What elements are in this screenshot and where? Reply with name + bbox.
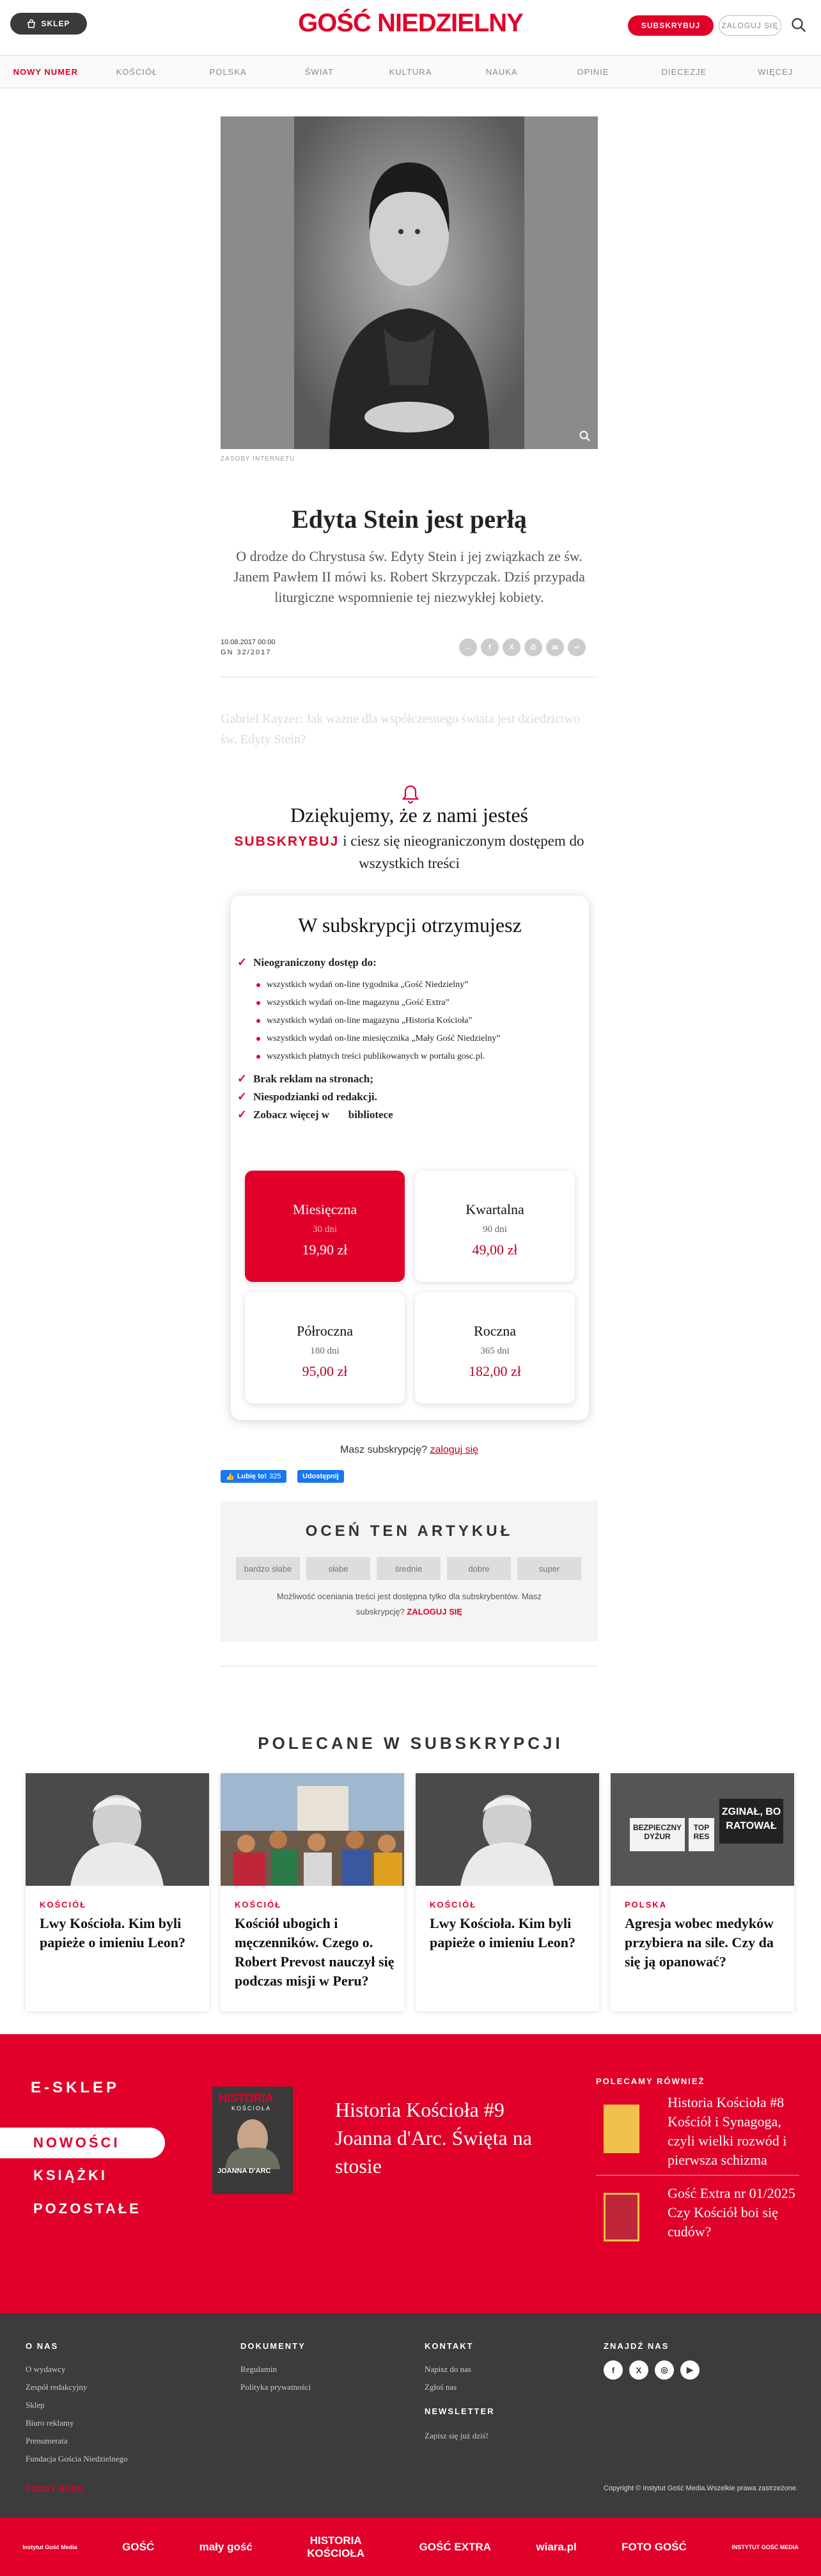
benefit-item [237, 956, 377, 969]
footer-link[interactable]: Biuro reklamy [26, 2418, 74, 2428]
protest-sign: ZGINAŁ, BO RATOWAŁ [719, 1799, 783, 1844]
print-icon[interactable]: ⎙ [524, 638, 542, 656]
nav-item[interactable]: WIĘCEJ [758, 67, 794, 77]
brands-bar [0, 2518, 821, 2576]
plan-name: Roczna [474, 1323, 516, 1339]
recommended-card[interactable] [26, 1773, 209, 2011]
footer-link[interactable]: Zespół redakcyjny [26, 2382, 88, 2392]
eshop-title: E-SKLEP [31, 2079, 120, 2096]
card-category: KOŚCIÓŁ [430, 1900, 477, 1909]
footer-link[interactable]: O wydawcy [26, 2364, 66, 2374]
have-sub-text: Masz subskrypcję? [340, 1444, 427, 1455]
check-icon: ✓ [237, 1108, 247, 1121]
zoom-icon[interactable] [579, 430, 591, 443]
instagram-icon[interactable]: ◎ [655, 2360, 674, 2380]
footer-col-title: DOKUMENTY [240, 2341, 306, 2351]
portrait-image [221, 116, 598, 449]
recommended-title: POLECANE W SUBSKRYPCJI [258, 1734, 563, 1753]
footer-link[interactable]: Sklep [26, 2400, 45, 2410]
eshop-tab-other[interactable]: POZOSTAŁE [33, 2201, 141, 2216]
main-nav [0, 55, 821, 88]
brand-logo[interactable]: INSTYTUT GOŚĆ MEDIA [731, 2543, 799, 2550]
brand-logo[interactable]: HISTORIA KOŚCIOŁA [307, 2534, 365, 2559]
card-category: POLSKA [625, 1900, 668, 1909]
like-label: Lubię to! [237, 1473, 267, 1480]
x-icon[interactable]: X [629, 2360, 648, 2380]
nav-item[interactable]: DIECEZJE [661, 67, 707, 77]
recommended-card[interactable] [611, 1773, 794, 2011]
plan-price: 182,00 zł [469, 1363, 521, 1379]
brand-logo[interactable]: wiara.pl [536, 2540, 577, 2553]
rodo-link[interactable]: ZGODY RODO [26, 2485, 84, 2493]
comment-icon[interactable]: … [459, 638, 477, 656]
link-icon[interactable]: ∞ [568, 638, 586, 656]
benefit-bullet: wszystkich wydań on-line miesięcznika „Mały Gość Niedzielny” [256, 1034, 500, 1044]
article-teaser: Gabriel Kayzer: Jak ważne dla współczesnego świata jest dziedzictwo św. Edyty Stein? [221, 712, 580, 747]
newsletter-title: NEWSLETTER [425, 2406, 495, 2416]
plan-yearly[interactable] [415, 1292, 575, 1403]
search-icon[interactable] [790, 17, 807, 33]
check-icon: ✓ [237, 1090, 247, 1103]
site-footer [0, 2313, 821, 2518]
card-title: Lwy Kościoła. Kim byli papieże o imieniu Leon? [40, 1915, 185, 1950]
nav-item[interactable]: NOWY NUMER [13, 67, 79, 77]
fb-share-button[interactable]: Udostępnij [297, 1470, 344, 1483]
magazine-cover[interactable] [212, 2087, 293, 2194]
plan-price: 19,90 zł [302, 1242, 348, 1258]
rate-option[interactable]: bardzo słabe [236, 1557, 300, 1580]
rate-option[interactable]: dobre [447, 1557, 511, 1580]
plan-name: Półroczna [297, 1323, 353, 1339]
bell-icon [402, 784, 419, 803]
plan-halfyear[interactable] [245, 1292, 405, 1403]
cover-brand-sub: KOŚCIOŁA [231, 2105, 272, 2112]
thumb-icon: 👍 [226, 1473, 235, 1481]
brand-logo[interactable]: GOŚĆ EXTRA [419, 2540, 491, 2553]
card-category: KOŚCIÓŁ [235, 1900, 282, 1909]
article-lead: O drodze do Chrystusa św. Edyty Stein i jej związkach ze św. Janem Pawłem II mówi ks. Robert Skrzypczak. Dziś przypada liturgiczne wspomnienie tej niezwykłej kobiety. [233, 548, 585, 605]
photo-credit: ZASOBY INTERNETU [221, 455, 295, 462]
login-button[interactable]: ZALOGUJ SIĘ [719, 15, 781, 36]
card-category: KOŚCIÓŁ [40, 1900, 87, 1909]
benefit-item [237, 1108, 393, 1121]
brand-logo[interactable]: FOTO GOŚĆ [622, 2540, 687, 2553]
plan-monthly[interactable] [245, 1171, 405, 1282]
recommended-card[interactable] [416, 1773, 599, 2011]
footer-col-title: O NAS [26, 2341, 59, 2351]
brand-logo[interactable]: GOŚĆ [122, 2540, 155, 2553]
fb-like-button[interactable] [221, 1470, 286, 1483]
like-count: 325 [269, 1473, 281, 1480]
cover-portrait [212, 2112, 293, 2169]
benefit-bullet: wszystkich wydań on-line magazynu „Historia Kościoła” [256, 1016, 473, 1026]
card-title: W subskrypcji otrzymujesz [298, 913, 522, 936]
also-item[interactable]: Historia Kościoła #8 Kościół i Synagoga, czyli wielki rozwód i pierwsza schizma [668, 2094, 787, 2168]
brand-logo[interactable]: mały gość [199, 2540, 253, 2553]
x-icon[interactable]: X [503, 638, 520, 656]
card-title: Agresja wobec medyków przybiera na sile. Czy da się ją opanować? [625, 1915, 774, 1970]
also-item[interactable]: Gość Extra nr 01/2025 Czy Kościół boi się cudów? [668, 2185, 795, 2240]
plan-quarterly[interactable] [415, 1171, 575, 1282]
rate-option[interactable]: średnie [377, 1557, 441, 1580]
bag-icon [27, 19, 36, 28]
card-image [26, 1773, 209, 1886]
cover-brand: HISTORIA [219, 2092, 274, 2105]
nav-item[interactable]: POLSKA [209, 67, 247, 77]
copyright: Copyright © Instytut Gość Media.Wszelkie prawa zastrzeżone. [604, 2485, 798, 2492]
benefit-label[interactable]: Zobacz więcej w bibliotece [253, 1108, 393, 1121]
footer-link[interactable]: Polityka prywatności [240, 2382, 311, 2392]
benefit-bullet: wszystkich wydań on-line tygodnika „Gość Niedzielny” [256, 980, 468, 990]
footer-col-title: ZNAJDŹ NAS [604, 2341, 669, 2351]
youtube-icon[interactable]: ▶ [680, 2360, 700, 2380]
footer-link[interactable]: Regulamin [240, 2364, 278, 2374]
plan-period: 180 dni [310, 1346, 340, 1356]
card-title: Kościół ubogich i męczenników. Czego o. Robert Prevost nauczył się podczas misji w Peru? [235, 1915, 395, 1989]
site-header [0, 0, 821, 55]
featured-product[interactable]: Historia Kościoła #9 Joanna d'Arc. Święta na stosie [335, 2098, 532, 2177]
check-icon: ✓ [237, 1072, 247, 1085]
check-icon: ✓ [237, 956, 247, 968]
mail-icon[interactable]: ✉ [546, 638, 564, 656]
card-image [416, 1773, 599, 1886]
paywall-sub-text: i ciesz się nieograniczonym dostępem do wszystkich treści [339, 833, 584, 871]
shop-label: SKLEP [41, 19, 70, 28]
also-title: POLECAMY RÓWNIEŻ [596, 2076, 705, 2086]
benefit-bullet: wszystkich płatnych treści publikowanych w portalu gosc.pl. [256, 1052, 485, 1062]
plan-period: 30 dni [313, 1224, 337, 1235]
plan-price: 95,00 zł [302, 1363, 348, 1379]
article-title: Edyta Stein jest perłą [292, 505, 527, 533]
benefit-label: Niespodzianki od redakcji. [253, 1090, 377, 1103]
benefit-item [237, 1072, 373, 1086]
facebook-icon[interactable]: f [604, 2360, 623, 2380]
protest-sign: BEZPIECZNY DYŻUR [630, 1818, 685, 1851]
paywall-title: Dziękujemy, że z nami jesteś [290, 803, 528, 826]
card-title: Lwy Kościoła. Kim byli papieże o imieniu Leon? [430, 1915, 575, 1950]
subscription-card [231, 896, 589, 1420]
rating-note [259, 1589, 559, 1620]
nav-item[interactable]: KULTURA [389, 67, 432, 77]
have-subscription [221, 1444, 598, 1456]
rating-box [221, 1501, 598, 1641]
nav-item[interactable]: KOŚCIÓŁ [116, 67, 158, 77]
login-link[interactable]: zaloguj się [430, 1444, 479, 1455]
footer-link[interactable]: Napisz do nas [425, 2364, 471, 2374]
footer-col-title: KONTAKT [425, 2341, 474, 2351]
rating-title: OCEŃ TEN ARTYKUŁ [305, 1522, 513, 1540]
nav-item[interactable]: ŚWIAT [304, 67, 334, 77]
article-date: 10.08.2017 00:00 [221, 638, 276, 646]
footer-link[interactable]: Zgłoś nas [425, 2382, 457, 2392]
plan-period: 365 dni [480, 1346, 510, 1356]
protest-sign: TOP RES [689, 1818, 714, 1851]
divider [596, 2175, 799, 2176]
site-logo[interactable]: GOŚĆ NIEDZIELNY [298, 9, 523, 37]
eshop-tab-new[interactable]: NOWOŚCI [0, 2128, 165, 2158]
article-photo[interactable] [221, 116, 598, 449]
rate-option[interactable]: słabe [306, 1557, 370, 1580]
eshop-tab-books[interactable]: KSIĄŻKI [33, 2167, 107, 2183]
brand-logo[interactable]: Instytut Gość Media [22, 2543, 77, 2550]
card-image [221, 1773, 404, 1886]
shop-button[interactable] [10, 13, 87, 35]
card-image [611, 1773, 794, 1886]
plan-price: 49,00 zł [472, 1242, 518, 1258]
plan-name: Miesięczna [292, 1201, 357, 1217]
article-meta [221, 637, 276, 658]
nav-item[interactable]: NAUKA [485, 67, 518, 77]
footer-link[interactable]: Prenumerata [26, 2436, 68, 2446]
article-issue: GN 32/2017 [221, 649, 272, 656]
share-bar [459, 638, 586, 656]
product-thumb[interactable] [604, 2105, 639, 2153]
rating-login-link[interactable]: ZALOGUJ SIĘ [407, 1607, 463, 1616]
cover-headline: JOANNA D'ARC [217, 2167, 271, 2175]
benefit-label: Nieograniczony dostęp do: [253, 956, 377, 968]
plan-name: Kwartalna [465, 1201, 524, 1217]
subscribe-emphasis[interactable]: SUBSKRYBUJ [234, 834, 340, 849]
eshop-section [0, 2034, 821, 2313]
rating-options [236, 1557, 581, 1580]
recommended-card[interactable] [221, 1773, 404, 2011]
facebook-icon[interactable]: f [481, 638, 499, 656]
plan-period: 90 dni [483, 1224, 507, 1235]
nav-item[interactable]: OPINIE [577, 67, 609, 77]
rating-note-text: Możliwość oceniania treści jest dostępna tylko dla subskrybentów. Masz subskrypcję? [276, 1592, 542, 1616]
newsletter-link[interactable]: Zapisz się już dziś! [425, 2431, 489, 2440]
subscribe-button[interactable]: SUBSKRYBUJ [628, 15, 714, 36]
benefit-bullet: wszystkich wydań on-line magazynu „Gość Extra” [256, 998, 450, 1008]
paywall-subtitle [221, 830, 598, 874]
rate-option[interactable]: super [517, 1557, 581, 1580]
benefit-label: Brak reklam na stronach; [253, 1072, 373, 1085]
benefit-item [237, 1090, 377, 1103]
product-thumb[interactable] [604, 2193, 639, 2241]
footer-link[interactable]: Fundacja Gościa Niedzielnego [26, 2454, 128, 2463]
